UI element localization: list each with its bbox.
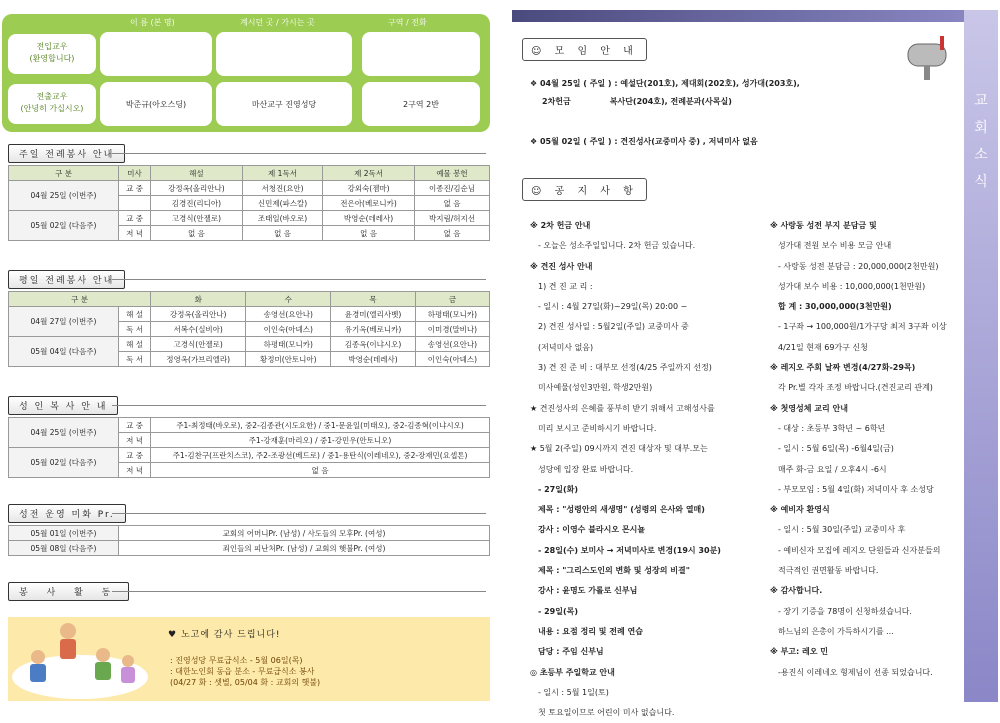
- reg-in-name: [100, 32, 212, 76]
- table-cell: 강정옥(올리안나): [151, 181, 243, 196]
- notice-line: 3) 견 진 준 비 : 대부모 선정(4/25 주일까지 선정): [538, 363, 712, 373]
- notice-line: - 오늘은 성소주일입니다. 2차 헌금 있습니다.: [538, 241, 696, 251]
- side-title: [964, 88, 998, 196]
- table-cell: 전은아(베로니카): [323, 196, 415, 211]
- notice-left-column: [530, 216, 770, 723]
- notice-line: ※ 부고: 레오 민: [770, 647, 828, 657]
- col-header: 제 2독서: [323, 166, 415, 181]
- table-cell: 주1-최정태(바오로), 중2-김종관(시도요한) / 중1-문윤일(미태오), 중2-김종혁(이냐시오): [151, 418, 490, 433]
- date-cell: 05월 02일 (다음주): [9, 211, 119, 241]
- date-cell: 04월 25일 (이번주): [9, 181, 119, 211]
- table-cell: 송영선(요안나): [415, 337, 489, 352]
- col-header: 화: [151, 292, 246, 307]
- table-cell: 박영순(데레사): [323, 211, 415, 226]
- notice-line: (저녁미사 없음): [538, 342, 594, 352]
- notice-line: 성가대 전원 보수 비용 모금 안내: [778, 241, 892, 251]
- col-header: 미사: [119, 166, 151, 181]
- reg-header-name: 이 름 (본 명): [130, 18, 175, 27]
- notice-line: - 예비신자 모집에 레지오 단원들과 신자분들의: [778, 545, 941, 555]
- notice-title-text: 공 지 사 항: [554, 186, 638, 197]
- heart-icon: ♥: [168, 630, 178, 640]
- table-cell: 없 음: [323, 226, 415, 241]
- left-page: [2, 14, 490, 702]
- col-header: 구 분: [9, 292, 151, 307]
- volunteer-line: (04/27 화 : 셋별, 05/04 화 : 교회의 햇불): [170, 678, 321, 687]
- notice-line: - 사랑동 성전 분담금 : 20,000,000(2천만원): [778, 261, 939, 271]
- side-title-char: 식: [974, 174, 988, 190]
- volunteer-box: [8, 617, 490, 701]
- notice-right-column: [770, 216, 962, 683]
- notice-line: 2) 견진 성사일 : 5월2일(주일) 교중미사 중: [538, 322, 689, 332]
- reg-row-in-label: 전입교우 (환영합니다): [8, 34, 96, 74]
- table-cell: 고경식(안젤로): [151, 211, 243, 226]
- reg-header-place: 계시던 곳 / 가시는 곳: [240, 18, 315, 27]
- sunday-table: [8, 165, 490, 241]
- notice-line: ◎ 초등부 주일학교 안내: [530, 667, 615, 677]
- notice-line: 미사예물(성인3만원, 학생2만원): [538, 383, 653, 393]
- notice-line: ※ 예비자 환영식: [770, 505, 830, 515]
- side-title-char: 회: [974, 120, 988, 136]
- meeting-item: 2차헌금 복사단(204호), 전례분과(사목실): [542, 97, 732, 106]
- person-icon: ☺: [531, 46, 547, 57]
- notice-line: - 27일(화): [538, 484, 579, 494]
- notice-line: - 장기 기증을 78명이 신청하셨습니다.: [778, 606, 912, 616]
- notice-line: ※ 감사합니다.: [770, 586, 823, 596]
- col-header: 해설: [151, 166, 243, 181]
- table-cell: 김종옥(이냐시오): [331, 337, 416, 352]
- table-cell: 박지림/허지선: [415, 211, 490, 226]
- table-cell: 없 음: [415, 226, 490, 241]
- table-cell: 이인숙(아녜스): [415, 352, 489, 367]
- notice-line: - 일시 : 4월 27일(화)~29일(목) 20:00 ~: [538, 302, 688, 312]
- notice-line: 성당에 입장 완료 바랍니다.: [538, 464, 634, 474]
- table-cell: 없 음: [151, 463, 490, 478]
- table-row: [9, 307, 490, 322]
- volunteer-thanks: [168, 627, 281, 640]
- col-header: 제 1독서: [242, 166, 322, 181]
- table-cell: 교회의 어머니Pr. (남성) / 사도들의 모후Pr. (여성): [119, 526, 490, 541]
- weekday-table: [8, 291, 490, 367]
- table-cell: 죄인들의 피난처Pr. (남성) / 교회의 햇불Pr. (여성): [119, 541, 490, 556]
- col-header: 예물 봉헌: [415, 166, 490, 181]
- side-title-char: 소: [974, 147, 988, 163]
- role-cell: 해 설: [119, 307, 151, 322]
- table-cell: 하평태(모니카): [415, 307, 489, 322]
- table-cell: 유기옥(베로니카): [331, 322, 416, 337]
- notice-line: 하느님의 은총이 가득하시기를 ...: [778, 626, 894, 636]
- mass-cell: 교 중: [119, 418, 151, 433]
- mailbox-icon: [900, 32, 960, 82]
- side-banner: [964, 10, 998, 702]
- reg-out-district: 2구역 2반: [362, 82, 480, 126]
- mass-cell: 교 중: [119, 211, 151, 226]
- notice-line: 미리 보시고 준비하시기 바랍니다.: [538, 423, 657, 433]
- weekday-section: [2, 270, 490, 367]
- notice-line: - 1구좌 → 100,000원/1가구당 최저 3구좌 이상: [778, 322, 947, 332]
- table-cell: 조태일(바오로): [242, 211, 322, 226]
- notice-line: 1) 견 진 교 리 :: [538, 281, 593, 291]
- top-banner: [512, 10, 998, 22]
- table-cell: 황정미(안토니아): [246, 352, 331, 367]
- meeting-item: ❖ 05월 02일 ( 주일 ) : 견진성사(교중미사 중) , 저녁미사 없음: [530, 137, 758, 146]
- notice-line: - 28일(수) 보미사 → 저녁미사로 변경(19시 30분): [538, 545, 721, 555]
- date-cell: 04월 25일 (이번주): [9, 418, 119, 448]
- role-cell: 독 서: [119, 352, 151, 367]
- notice-line: ※ 첫영성체 교리 안내: [770, 403, 848, 413]
- notice-line: 각 Pr.별 각자 조정 바랍니다.(견진교리 관계): [778, 383, 933, 393]
- table-cell: 정영옥(가브리엘라): [151, 352, 246, 367]
- table-row: [9, 541, 490, 556]
- table-cell: 하평태(모니카): [246, 337, 331, 352]
- server-section: [2, 396, 490, 478]
- table-cell: 서복수(실비아): [151, 322, 246, 337]
- col-header: 수: [246, 292, 331, 307]
- reg-in-place: [216, 32, 352, 76]
- date-cell: 05월 02일 (다음주): [9, 448, 119, 478]
- server-table: [8, 417, 490, 478]
- meeting-title: [522, 38, 647, 61]
- cleaning-table: [8, 525, 490, 556]
- table-cell: 박영순(데레사): [331, 352, 416, 367]
- weekday-title: 평일 전례봉사 안내: [8, 270, 125, 289]
- notice-line: ※ 견진 성사 안내: [530, 261, 593, 271]
- table-cell: 송영선(요안나): [246, 307, 331, 322]
- server-title: 성 인 복 사 안 내: [8, 396, 118, 415]
- volunteer-section: [2, 582, 490, 601]
- date-cell: 05월 01일 (이번주): [9, 526, 119, 541]
- notice-line: 적극적인 권면활동 바랍니다.: [778, 566, 879, 576]
- notice-line: 제목 : "그리스도인의 변화 및 성장의 비결": [538, 566, 690, 576]
- mass-cell: 저 녁: [119, 433, 151, 448]
- notice-line: 강사 : 이영수 블라시오 몬시뇰: [538, 525, 646, 535]
- table-cell: 강정옥(올리안나): [151, 307, 246, 322]
- notice-line: - 일시 : 5월 6일(목) -6월4일(금): [778, 444, 894, 454]
- meeting-item: ❖ 04월 25일 ( 주일 ) : 예설단(201호), 제대회(202호), 성가대(203호),: [530, 79, 800, 88]
- mass-cell: 교 중: [119, 181, 151, 196]
- notice-line: - 부모모임 : 5월 4일(화) 저녁미사 후 소성당: [778, 484, 934, 494]
- table-cell: 이미경(말비나): [415, 322, 489, 337]
- notice-line: 매주 화-금 요일 / 오후4시 -6시: [778, 464, 887, 474]
- notice-line: 성가대 보수 비용 : 10,000,000(1천만원): [778, 281, 926, 291]
- table-cell: 없 음: [415, 196, 490, 211]
- table-cell: 주1-김찬구(프란치스코), 주2-조광선(베드로) / 중1-용탄식(이레네오), 중2-장재민(요셉톤): [151, 448, 490, 463]
- table-cell: 윤경미(엘리사벳): [331, 307, 416, 322]
- table-row: [9, 418, 490, 433]
- table-row: [9, 448, 490, 463]
- notice-line: 담당 : 주임 신부님: [538, 647, 604, 657]
- sunday-section: [2, 144, 490, 241]
- reg-out-name: 박준규(아오스딩): [100, 82, 212, 126]
- right-page: [512, 10, 998, 718]
- notice-line: ★ 5월 2(주일) 09시까지 견진 대상자 및 대부.모는: [530, 444, 708, 454]
- notice-line: - 일시 : 5월 30일(주일) 교중미사 후: [778, 525, 906, 535]
- notice-line: ※ 사랑동 성전 부지 분담금 및: [770, 221, 877, 230]
- volunteers-illustration: [8, 617, 158, 701]
- col-header: 금: [415, 292, 489, 307]
- reg-out-place: 마산교구 진영성당: [216, 82, 352, 126]
- table-cell: 서청진(요안): [242, 181, 322, 196]
- table-cell: 주1-강재훈(마리오) / 중1-강민우(안토니오): [151, 433, 490, 448]
- notice-line: -용진식 이레네오 형제님이 선종 되었습니다.: [778, 667, 933, 677]
- table-cell: 고경식(안젤로): [151, 337, 246, 352]
- col-header: 목: [331, 292, 416, 307]
- table-row: [9, 181, 490, 196]
- role-cell: 독 서: [119, 322, 151, 337]
- person-icon: ☺: [531, 186, 547, 197]
- volunteer-line: : 대한노인회 동읍 분소 - 무료급식소 봉사: [170, 667, 315, 676]
- date-cell: 04월 27일 (이번주): [9, 307, 119, 337]
- table-cell: 김경진(리디아): [151, 196, 243, 211]
- table-cell: 이인숙(아녜스): [246, 322, 331, 337]
- table-cell: 신민제(파스칼): [242, 196, 322, 211]
- volunteer-lines: [170, 655, 320, 688]
- sunday-title: 주일 전례봉사 안내: [8, 144, 125, 163]
- date-cell: 05월 08일 (다음주): [9, 541, 119, 556]
- notice-line: ※ 2차 헌금 안내: [530, 221, 591, 230]
- mass-cell: 교 중: [119, 448, 151, 463]
- reg-header-district: 구역 / 전화: [388, 18, 427, 27]
- mass-cell: [119, 196, 151, 211]
- table-row: [9, 526, 490, 541]
- notice-line: 합 계 : 30,000,000(3천만원): [778, 302, 892, 312]
- notice-line: 내용 : 요점 정리 및 전례 연습: [538, 626, 643, 636]
- role-cell: 해 설: [119, 337, 151, 352]
- cleaning-title: 성전 운영 미화 Pr.: [8, 504, 126, 523]
- notice-line: ※ 레지오 주회 날짜 변경(4/27화-29목): [770, 363, 916, 373]
- table-cell: 없 음: [242, 226, 322, 241]
- registration-box: [2, 14, 490, 132]
- notice-title: [522, 178, 647, 201]
- table-cell: 없 음: [151, 226, 243, 241]
- notice-line: - 일시 : 5월 1일(토): [538, 687, 609, 697]
- mass-cell: 저 녁: [119, 463, 151, 478]
- volunteer-line: : 진영성당 무료급식소 - 5월 06일(목): [170, 656, 303, 665]
- table-row: [9, 337, 490, 352]
- notice-line: ★ 견진성사의 은혜를 풍부히 받기 위해서 고해성사를: [530, 403, 715, 413]
- cleaning-section: [2, 504, 490, 556]
- notice-line: - 29일(목): [538, 606, 579, 616]
- meeting-title-text: 모 임 안 내: [554, 46, 638, 57]
- table-cell: 강외숙(젬마): [323, 181, 415, 196]
- notice-line: - 대상 : 초등부 3학년 ~ 6학년: [778, 423, 886, 433]
- notice-line: 4/21일 현재 69가구 신청: [778, 342, 868, 352]
- reg-in-district: [362, 32, 480, 76]
- date-cell: 05월 04일 (다음주): [9, 337, 119, 367]
- side-title-char: 교: [974, 93, 988, 109]
- table-cell: 이종진/김순님: [415, 181, 490, 196]
- mass-cell: 저 녁: [119, 226, 151, 241]
- col-header: 구 분: [9, 166, 119, 181]
- notice-line: 강사 : 윤명도 가롤로 신부님: [538, 586, 638, 596]
- notice-line: 첫 토요일이므로 어린이 미사 없습니다.: [538, 708, 675, 718]
- volunteer-title: 봉 사 활 동: [8, 582, 129, 601]
- notice-line: 제목 : "성령안의 새생명" (성령의 은사와 열매): [538, 505, 705, 515]
- volunteer-thanks-text: 노고에 감사 드립니다!: [180, 630, 281, 640]
- table-row: [9, 211, 490, 226]
- reg-row-out-label: 전출교우 (안녕히 가십시오): [8, 84, 96, 124]
